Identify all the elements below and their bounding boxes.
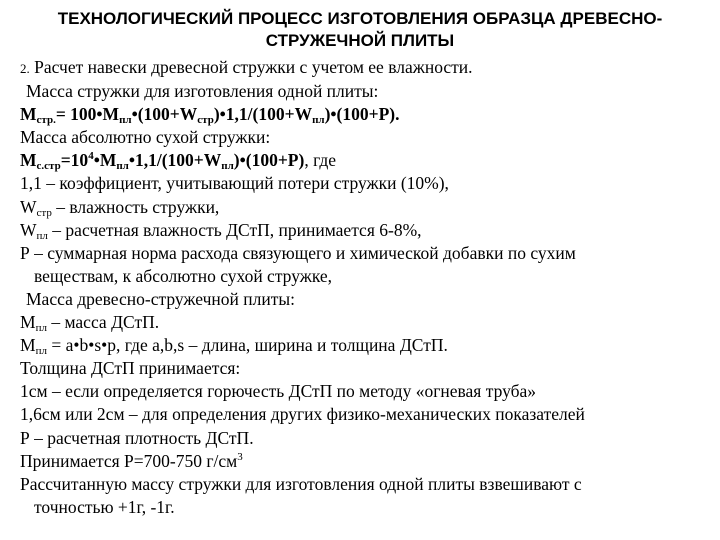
text-line: Толщина ДСтП принимается: — [20, 358, 241, 379]
formula-board-mass: $M_{пл}$ = а•b•s•р, где а,b,s – длина, ширина и толщина ДСтП. — [20, 335, 448, 358]
text-line: Масса абсолютно сухой стружки: — [20, 127, 271, 148]
definition-m-board: $M_{пл}$ – масса ДСтП. — [20, 312, 160, 335]
slide-body — [20, 56, 710, 519]
item-text: Расчет навески древесной стружки с учетом ее влажности. — [29, 57, 473, 77]
text-line: точностью +1г, -1г. — [34, 496, 175, 517]
formula-chip-mass: $M_{стр.}=$ $100•M_{пл}•(100+W_{стр})•1,1/(100+W_{пл})•(100+Р)$. — [20, 104, 400, 127]
density-line: Принимается Р=700-750 $г/см^3$ — [20, 450, 243, 471]
item-heading — [20, 56, 710, 80]
slide-title — [30, 8, 690, 52]
text-line: 1см – если определяется горючесть ДСтП по методу «огневая труба» — [20, 381, 537, 402]
text-line: Масса древесно-стружечной плиты: — [26, 288, 295, 309]
text-line: Р – суммарная норма расхода связующего и химической добавки по сухим — [20, 242, 576, 263]
title-line-2: СТРУЖЕЧНОЙ ПЛИТЫ — [265, 31, 455, 50]
item-number: 2. — [20, 61, 30, 76]
text-line: Р – расчетная плотность ДСтП. — [20, 427, 254, 448]
definition-w-chip: $W_{стр}$ – влажность стружки, — [20, 196, 220, 219]
text-line: 1,1 – коэффициент, учитывающий потери стружки (10%), — [20, 173, 449, 194]
text-line: 1,6см или 2см – для определения других физико-механических показателей — [20, 404, 585, 425]
text-line: веществам, к абсолютно сухой стружке, — [34, 265, 333, 286]
text-line: Рассчитанную массу стружки для изготовления одной плиты взвешивают с — [20, 473, 582, 494]
definition-w-board: $W_{пл}$ – расчетная влажность ДСтП, принимается 6-8%, — [20, 219, 422, 242]
formula-dry-chip-mass: $M_{с.стр}=10^4•M_{пл}•1,1/(100+W_{пл})•(100+Р)$, где — [20, 150, 337, 173]
title-line-1: ТЕХНОЛОГИЧЕСКИЙ ПРОЦЕСС ИЗГОТОВЛЕНИЯ ОБРАЗЦА ДРЕВЕСНО- — [57, 9, 663, 28]
text-line: Масса стружки для изготовления одной плиты: — [26, 81, 379, 102]
